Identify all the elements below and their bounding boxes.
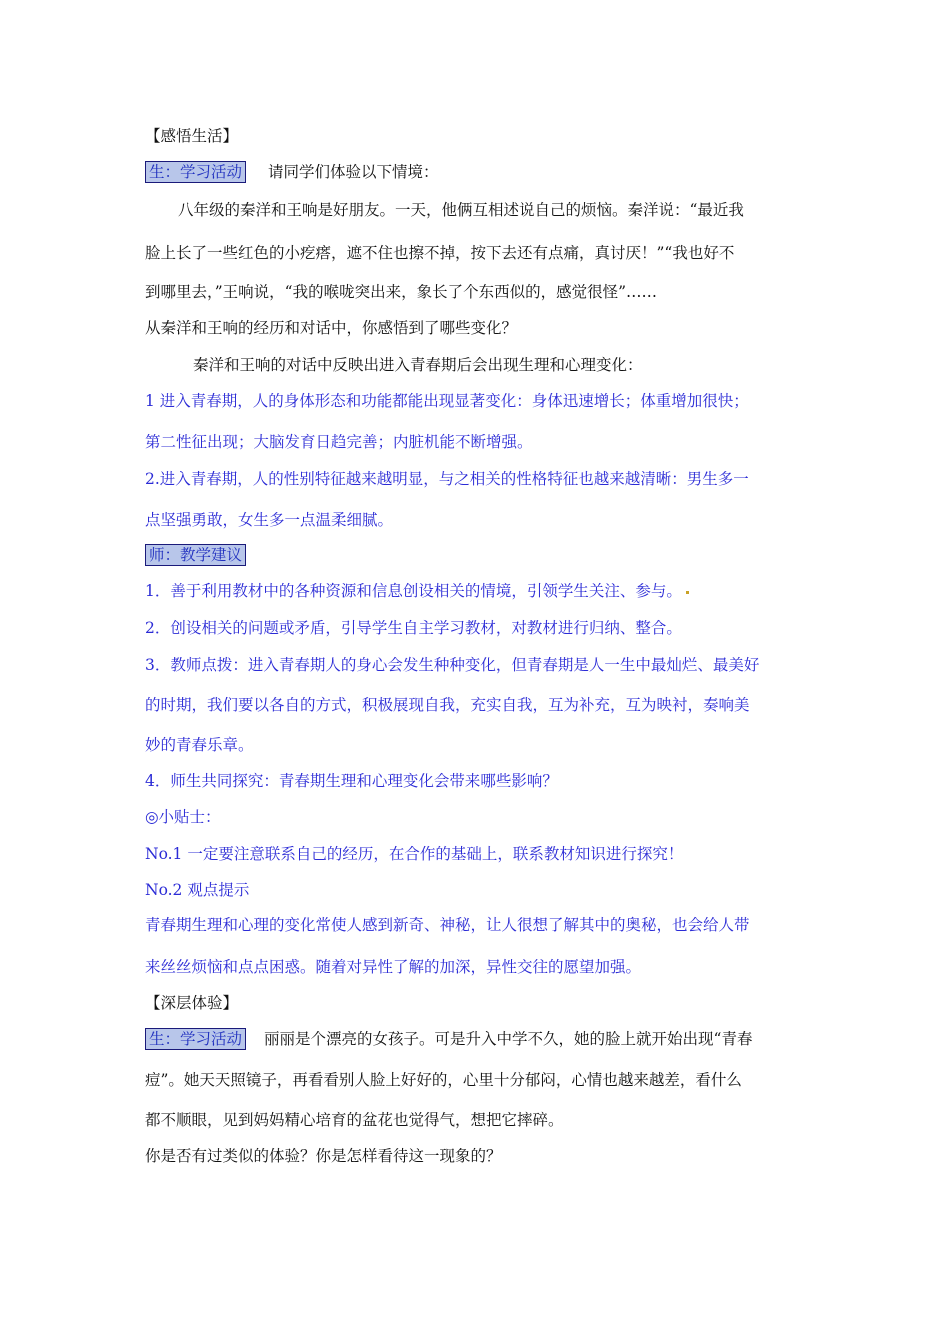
answer-point: 第二性征出现；大脑发育日趋完善；内脏机能不断增强。 <box>145 433 533 451</box>
answer-intro: 秦洋和王响的对话中反映出进入青春期后会出现生理和心理变化： <box>193 356 643 374</box>
activity-row-2 <box>145 1027 752 1051</box>
section-heading-life: 【感悟生活】 <box>145 127 239 145</box>
section-heading-experience: 【深层体验】 <box>145 994 239 1012</box>
answer-point: 1 进入青春期，人的身体形态和功能都能出现显著变化：身体迅速增长；体重增加很快； <box>145 392 749 410</box>
story-line: 八年级的秦洋和王响是好朋友。一天，他俩互相述说自己的烦恼。秦洋说：“最近我 <box>178 201 744 219</box>
suggestion-item: 的时期，我们要以各自的方式，积极展现自我，充实自我，互为补充，互为映衬，奏响美 <box>145 696 750 714</box>
scenario-text: 都不顺眼，见到妈妈精心培育的盆花也觉得气，想把它摔碎。 <box>145 1111 564 1129</box>
answer-point: 点坚强勇敢，女生多一点温柔细腻。 <box>145 511 394 529</box>
ink-dot <box>686 591 689 594</box>
answer-point: 2.进入青春期，人的性别特征越来越明显，与之相关的性格特征也越来越清晰：男生多一 <box>145 470 749 488</box>
tip-viewpoint: 来丝丝烦恼和点点困惑。随着对异性了解的加深，异性交往的愿望加强。 <box>145 958 642 976</box>
question-text: 你是否有过类似的体验？你是怎样看待这一现象的？ <box>145 1147 502 1165</box>
tips-heading: ◎小贴士： <box>145 808 221 826</box>
activity-intro: 请同学们体验以下情境： <box>268 163 439 181</box>
story-line: 到哪里去，”王响说，“我的喉咙突出来，象长了个东西似的，感觉很怪”…… <box>145 283 658 301</box>
suggestion-item: 1．善于利用教材中的各种资源和信息创设相关的情境，引领学生关注、参与。 <box>145 579 689 603</box>
student-activity-tag: 生：学习活动 <box>145 1028 246 1050</box>
tip-item: No.1 一定要注意联系自己的经历，在合作的基础上，联系教材知识进行探究！ <box>145 845 684 863</box>
suggestion-item: 3．教师点拨：进入青春期人的身心会发生种种变化，但青春期是人一生中最灿烂、最美好 <box>145 656 760 674</box>
suggestion-item: 2．创设相关的问题或矛盾，引导学生自主学习教材，对教材进行归纳、整合。 <box>145 619 682 637</box>
tip-item: No.2 观点提示 <box>145 881 250 899</box>
scenario-text: 痘”。她天天照镜子，再看看别人脸上好好的，心里十分郁闷，心情也越来越差，看什么 <box>145 1071 742 1089</box>
activity-row-1 <box>145 160 439 184</box>
student-activity-tag: 生：学习活动 <box>145 161 246 183</box>
story-line: 脸上长了一些红色的小疙瘩，遮不住也擦不掉，按下去还有点痛，真讨厌！”“我也好不 <box>145 244 735 262</box>
scenario-text: 丽丽是个漂亮的女孩子。可是升入中学不久，她的脸上就开始出现“青春 <box>264 1030 753 1048</box>
teacher-suggestion-row <box>145 543 268 567</box>
suggestion-item: 4．师生共同探究：青春期生理和心理变化会带来哪些影响？ <box>145 772 558 790</box>
tip-viewpoint: 青春期生理和心理的变化常使人感到新奇、神秘，让人很想了解其中的奥秘，也会给人带 <box>145 916 750 934</box>
teacher-suggestion-tag: 师：教学建议 <box>145 544 246 566</box>
question-text: 从秦洋和王响的经历和对话中，你感悟到了哪些变化？ <box>145 319 518 337</box>
suggestion-item: 妙的青春乐章。 <box>145 736 254 754</box>
